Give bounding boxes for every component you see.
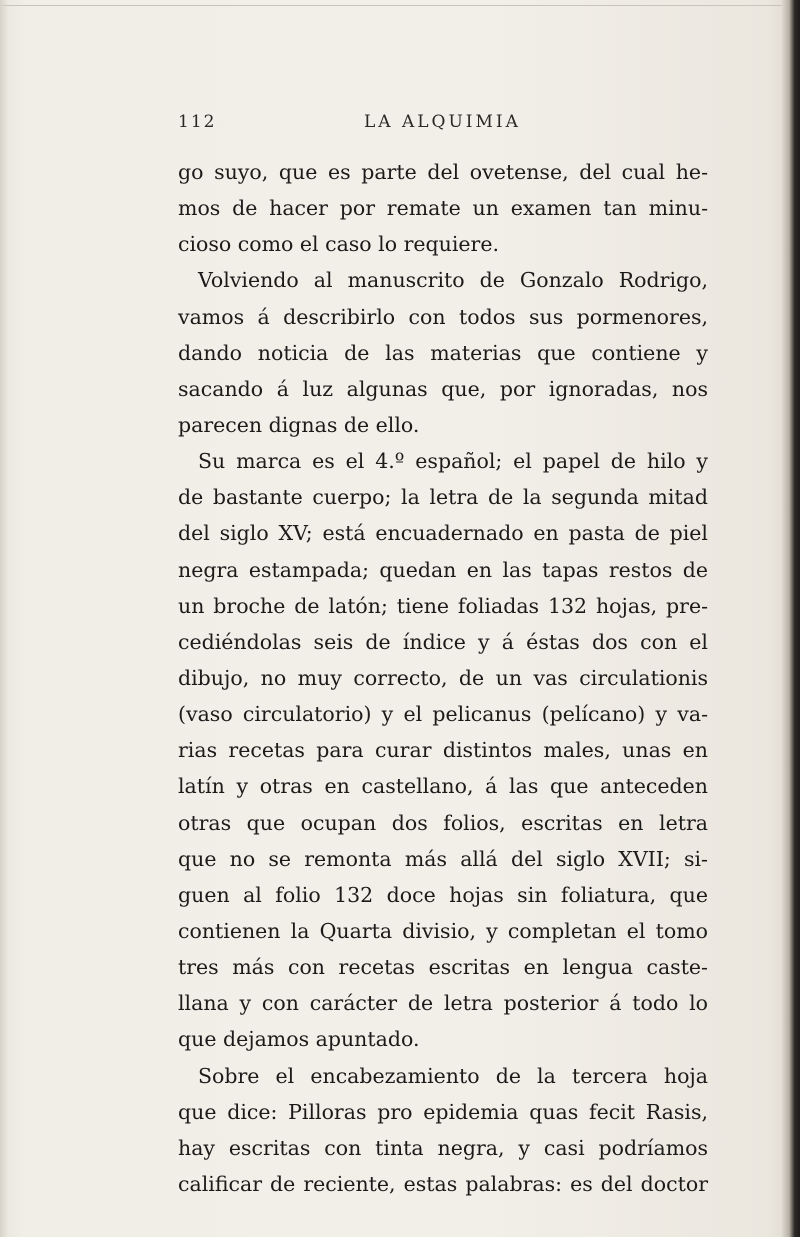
page-number: 112 [178,112,217,132]
text-line: Sobre el encabezamiento de la tercera hoja [198,1063,708,1088]
text-line: que dice: Pilloras pro epidemia quas fecit Rasis, [178,1099,708,1124]
binding-shadow [782,0,800,1237]
text-line: dando noticia de las materias que contiene y [178,340,708,365]
text-line: contienen la Quarta divisio, y completan el tomo [178,918,708,943]
text-line: Volviendo al manuscrito de Gonzalo Rodrigo, [198,268,708,293]
running-head [178,112,698,142]
text-line: otras que ocupan dos folios, escritas en letra [178,810,708,835]
text-line: sacando á luz algunas que, por ignoradas, nos [178,376,708,401]
text-line: cioso como el caso lo requiere. [178,232,499,257]
running-title: LA ALQUIMIA [364,112,521,132]
page-left-edge [0,0,8,1237]
text-line: negra estampada; quedan en las tapas restos de [178,557,708,582]
text-line: vamos á describirlo con todos sus pormenores, [178,304,708,329]
text-line: tres más con recetas escritas en lengua caste- [178,955,708,980]
text-line: mos de hacer por remate un examen tan minu- [178,196,708,221]
page-top-edge [0,5,800,6]
text-line: parecen dignas de ello. [178,412,420,437]
text-line: Su marca es el 4.º español; el papel de hilo y [198,449,708,474]
text-line: que no se remonta más allá del siglo XVII; si- [178,846,708,871]
body-text [178,154,708,1202]
text-line: un broche de latón; tiene foliadas 132 hojas, pre- [178,593,708,618]
text-line: go suyo, que es parte del ovetense, del cual he- [178,160,708,184]
text-line: cediéndolas seis de índice y á éstas dos con el [178,629,708,654]
text-line: rias recetas para curar distintos males, unas en [178,738,708,763]
text-line: latín y otras en castellano, á las que anteceden [178,774,708,799]
text-line: que dejamos apuntado. [178,1027,420,1052]
text-line: calificar de reciente, estas palabras: es del doctor [178,1171,708,1196]
text-line: llana y con carácter de letra posterior á todo lo [178,991,708,1016]
text-line: dibujo, no muy correcto, de un vas circulationis [178,665,708,690]
text-line: de bastante cuerpo; la letra de la segunda mitad [178,485,708,510]
text-line: guen al folio 132 doce hojas sin foliatura, que [178,882,708,907]
text-line: hay escritas con tinta negra, y casi podríamos [178,1135,708,1160]
text-line: del siglo XV; está encuadernado en pasta de piel [178,521,708,546]
text-line: (vaso circulatorio) y el pelicanus (pelícano) y va- [178,702,708,727]
